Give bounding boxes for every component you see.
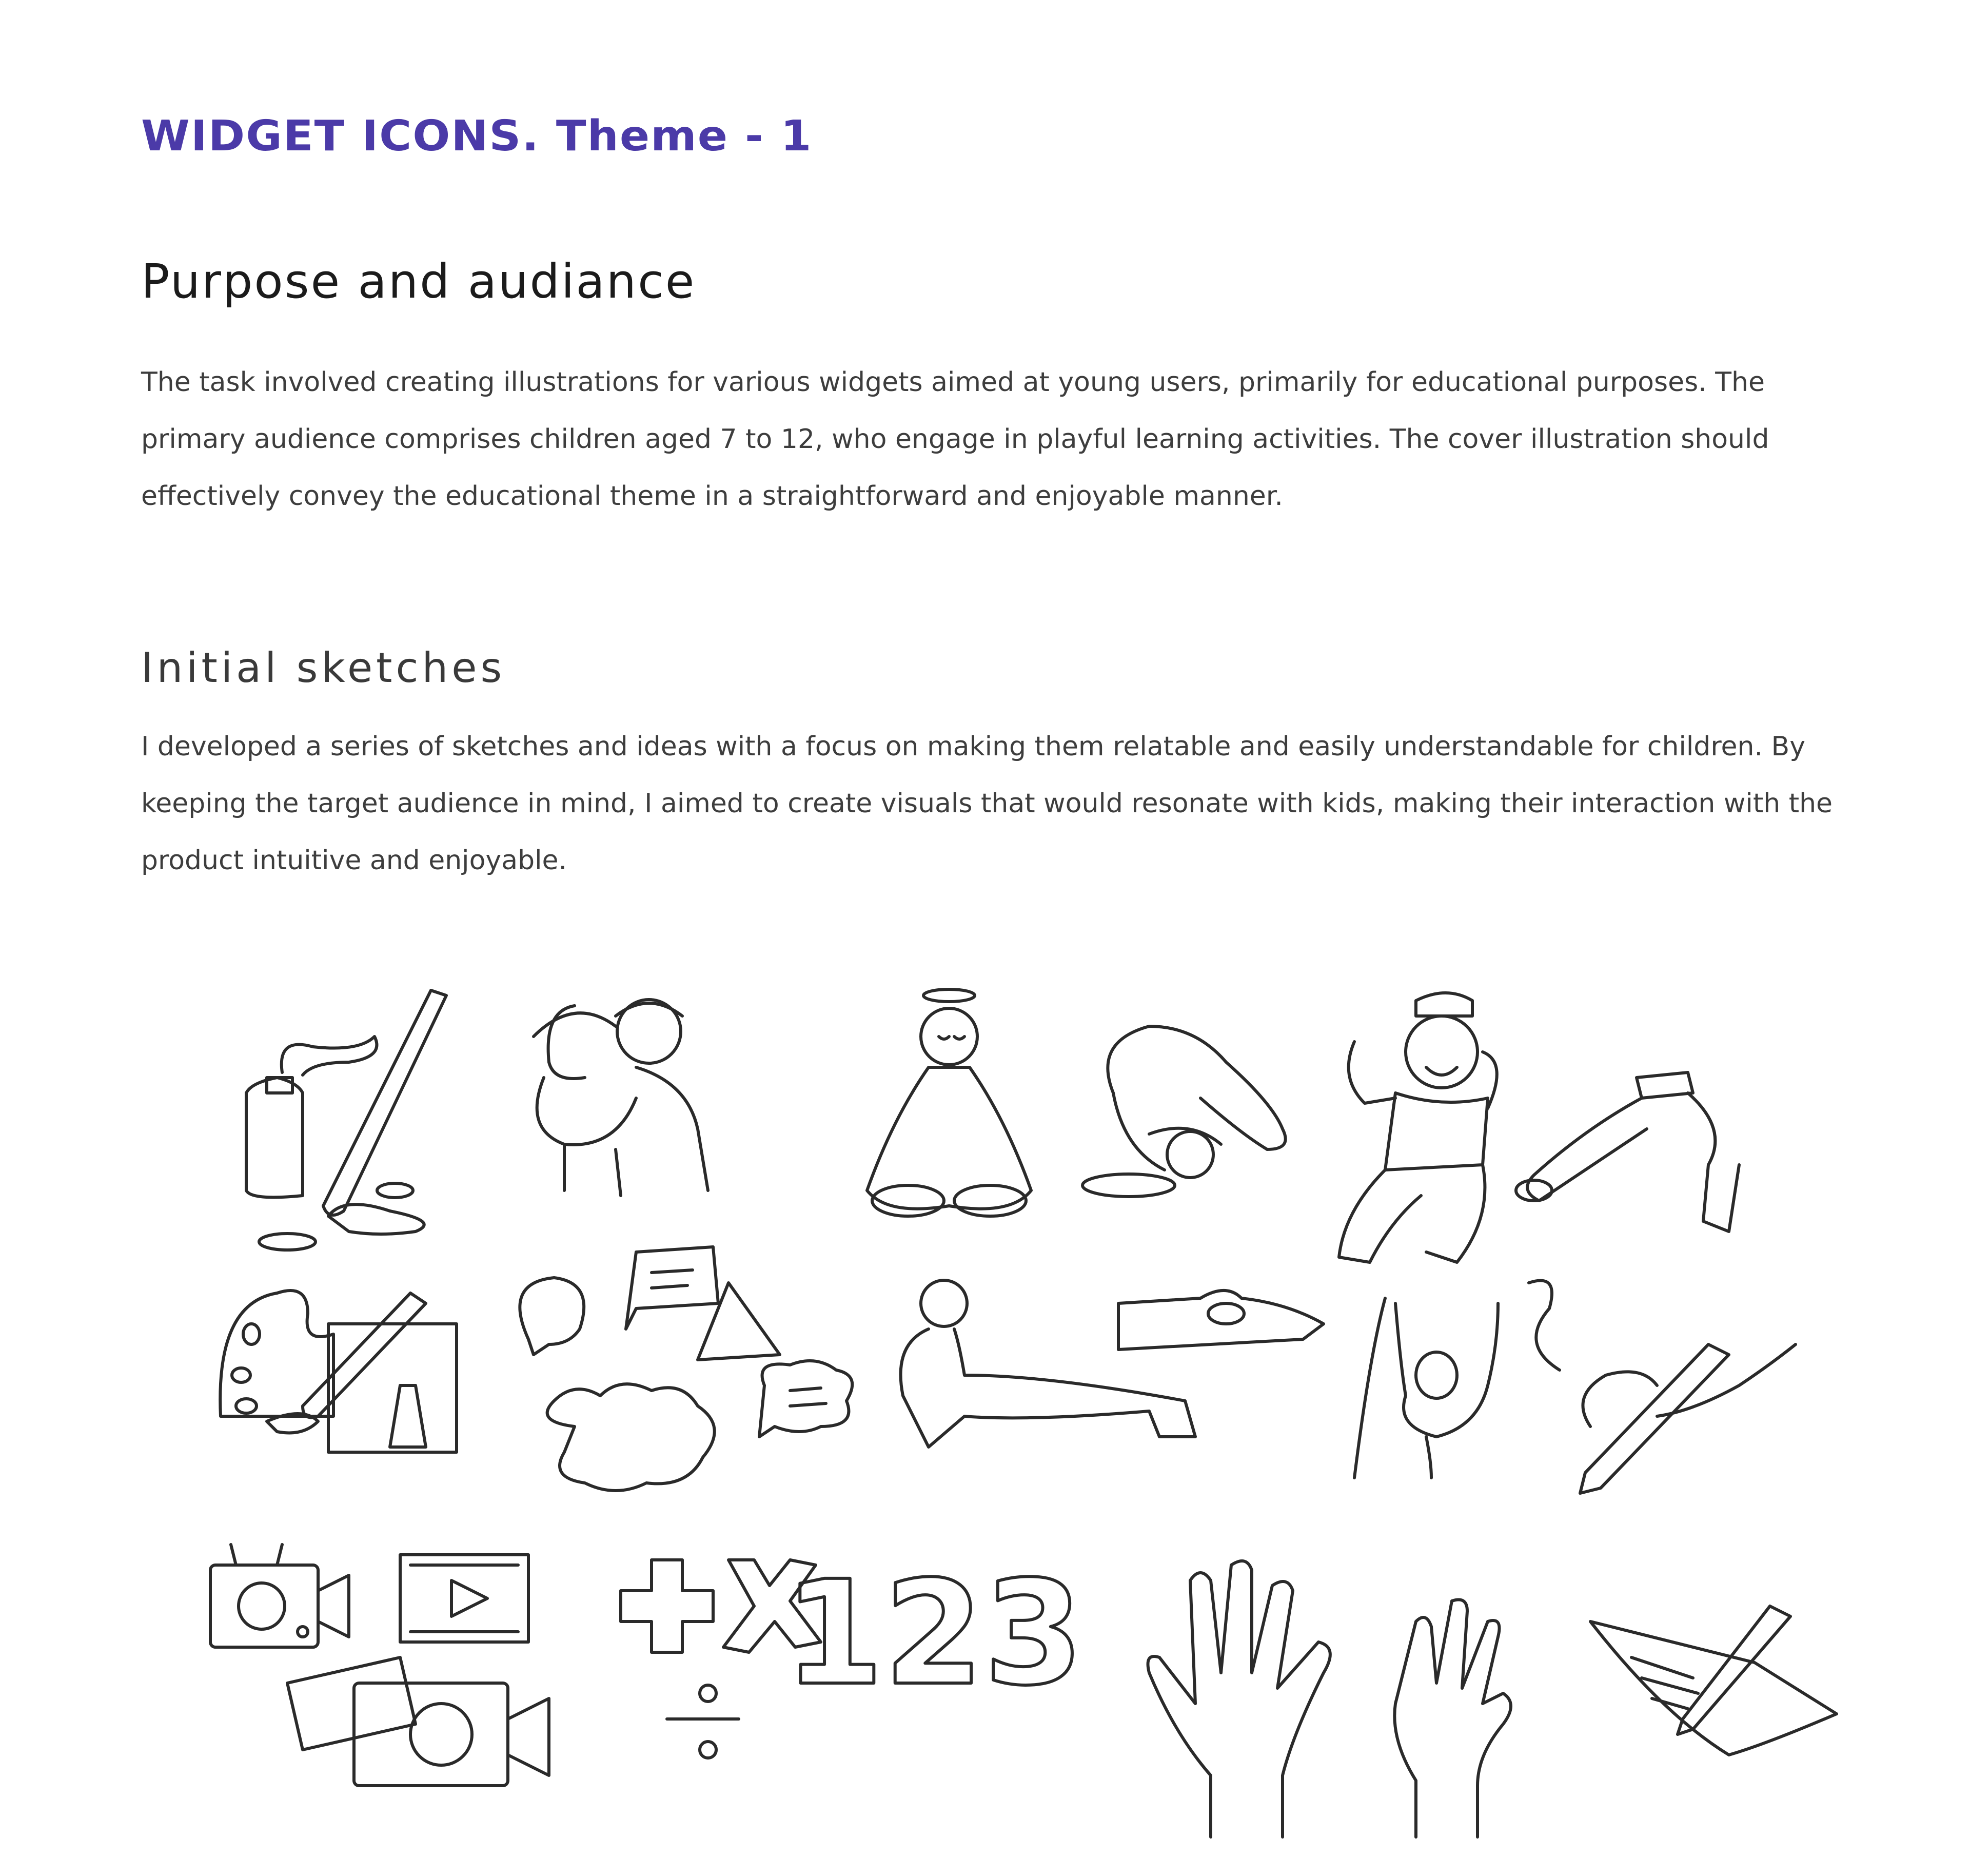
video-player-icon (400, 1555, 528, 1642)
palette-canvas-icon (220, 1291, 457, 1452)
rock-hand-icon (1354, 1281, 1560, 1478)
sketches-paragraph: I developed a series of sketches and ideas with a focus on making them relatable and easily understandable for children. By keeping the target audience in mind, I aimed to create visuals that would resonate with kids, making their interaction with the product intuitive and enjoyable. (141, 731, 1833, 876)
purpose-paragraph: The task involved creating illustrations for various widgets aimed at young users, primarily for educational purposes. The primary audience comprises children aged 7 to 12, who engage in playful learning activities. The cover illustration should effectively convey the educational theme in a straightforward and enjoyable manner. (141, 367, 1769, 512)
numbers-123-icon (784, 1550, 1084, 1717)
speech-bubbles-icon (520, 1247, 852, 1491)
paper-pencil-icon (1590, 1606, 1837, 1755)
open-hand-icon (1148, 1561, 1330, 1837)
purpose-heading: Purpose and audiance (141, 254, 696, 309)
sketch-board (174, 975, 1867, 1847)
friends-whispering-icon (534, 1000, 708, 1196)
jumping-kid-icon (1339, 993, 1497, 1262)
hand-writing-icon (1580, 1344, 1796, 1493)
meditation-icon (867, 989, 1031, 1216)
page-title: WIDGET ICONS. Theme - 1 (141, 112, 813, 161)
film-camera-icon (287, 1657, 549, 1786)
numbers-123-label: 123 (783, 1550, 1084, 1717)
child-pose-icon (1082, 1026, 1286, 1197)
hand-ok-icon (1118, 1291, 1324, 1350)
paint-tube-brush-icon (246, 990, 446, 1250)
sketches-heading: Initial sketches (141, 644, 506, 692)
cobra-stretch-icon (901, 1280, 1195, 1447)
counting-hand-icon (1394, 1600, 1511, 1838)
camera-icon (210, 1545, 349, 1647)
stretch-legs-icon (1516, 1072, 1739, 1232)
